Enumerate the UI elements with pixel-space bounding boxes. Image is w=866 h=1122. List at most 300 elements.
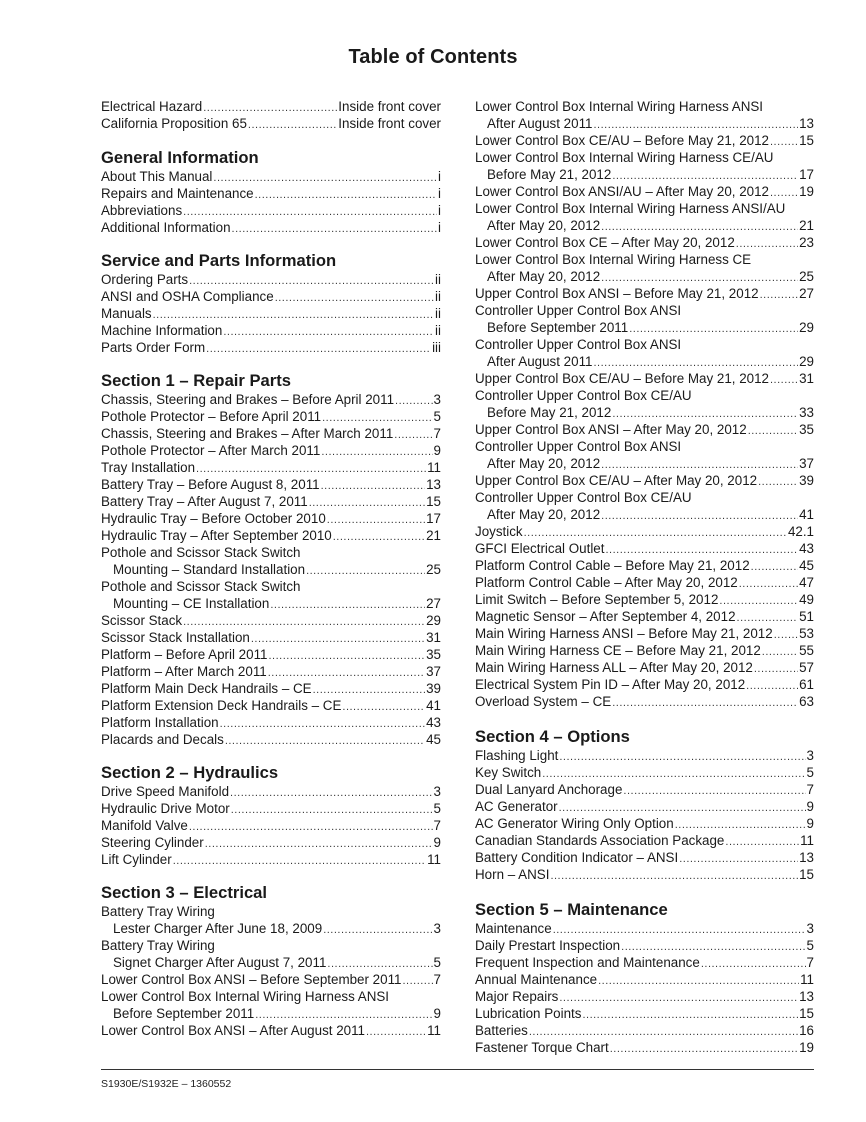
toc-entry-heading-line (475, 98, 814, 115)
toc-entry[interactable] (101, 800, 441, 817)
dot-leader (770, 372, 798, 389)
toc-entry-label: Platform Installation (101, 715, 219, 730)
toc-entry[interactable] (475, 115, 814, 132)
toc-entry-label: Lester Charger After June 18, 2009 (113, 921, 323, 936)
toc-entry-page-number: 5 (433, 409, 441, 424)
dot-leader (395, 393, 433, 410)
toc-entry[interactable] (101, 271, 441, 288)
toc-entry-page-number: 29 (799, 354, 814, 369)
toc-entry-label: Dual Lanyard Anchorage (475, 782, 623, 797)
toc-entry-page-number: 27 (799, 286, 814, 301)
toc-entry-page-number: 27 (426, 596, 441, 611)
toc-entry-label: Lower Control Box ANSI/AU – After May 20, 2012 (475, 184, 769, 199)
toc-entry[interactable] (475, 353, 814, 370)
toc-entry-page-number: 25 (799, 269, 814, 284)
toc-entry-label: AC Generator (475, 799, 558, 814)
toc-entry-label: GFCI Electrical Outlet (475, 541, 605, 556)
dot-leader (309, 495, 425, 512)
toc-entry-page-number: i (438, 186, 441, 201)
toc-entry-label: After May 20, 2012 (487, 218, 601, 233)
dot-leader (601, 508, 798, 525)
toc-entry-label: Maintenance (475, 921, 552, 936)
toc-entry[interactable] (475, 132, 814, 149)
toc-entry-label: Platform – Before April 2011 (101, 647, 268, 662)
toc-entry-page-number: 21 (426, 528, 441, 543)
toc-entry[interactable] (475, 920, 814, 937)
dot-leader (402, 973, 432, 990)
toc-entry-label: Controller Upper Control Box CE/AU (475, 490, 692, 505)
toc-entry-page-number: 43 (799, 541, 814, 556)
dot-leader (270, 597, 425, 614)
toc-group-service (101, 271, 441, 356)
toc-entry[interactable] (101, 115, 441, 132)
toc-entry[interactable] (475, 693, 814, 710)
toc-entry-label: Platform – After March 2011 (101, 664, 267, 679)
dot-leader (327, 512, 425, 529)
footer-divider (101, 1069, 814, 1070)
toc-entry-label: Pothole Protector – Before April 2011 (101, 409, 322, 424)
toc-entry-label: Platform Control Cable – After May 20, 2012 (475, 575, 738, 590)
toc-entry[interactable] (475, 764, 814, 781)
toc-entry-page-number: 15 (426, 494, 441, 509)
toc-entry-heading-line (475, 489, 814, 506)
toc-entry-page-number: i (438, 220, 441, 235)
toc-entry-heading-line (475, 251, 814, 268)
toc-entry[interactable] (101, 834, 441, 851)
dot-leader (321, 478, 425, 495)
toc-entry-label: Fastener Torque Chart (475, 1040, 609, 1055)
toc-entry[interactable] (101, 731, 441, 748)
dot-leader (701, 956, 806, 973)
toc-entry[interactable] (475, 472, 814, 489)
toc-entry-label: Battery Tray – After August 7, 2011 (101, 494, 308, 509)
toc-entry-label: Hydraulic Tray – After September 2010 (101, 528, 332, 543)
dot-leader (225, 733, 425, 750)
toc-entry-label: After August 2011 (487, 116, 593, 131)
toc-group-general (101, 168, 441, 236)
toc-entry[interactable] (475, 557, 814, 574)
toc-entry-label: After May 20, 2012 (487, 269, 601, 284)
toc-entry-page-number: 13 (799, 116, 814, 131)
toc-entry-label: Before May 21, 2012 (487, 167, 612, 182)
toc-entry-label: Canadian Standards Association Package (475, 833, 725, 848)
toc-entry-label: Main Wiring Harness CE – Before May 21, 2012 (475, 643, 761, 658)
toc-entry-label: Lower Control Box CE – After May 20, 2012 (475, 235, 735, 250)
toc-entry-label: Steering Cylinder (101, 835, 204, 850)
toc-group-section-4 (475, 747, 814, 883)
toc-entry-page-number: 13 (799, 850, 814, 865)
toc-entry-label: Battery Tray Wiring (101, 938, 215, 953)
toc-entry[interactable] (101, 476, 441, 493)
toc-entry-label: Lower Control Box Internal Wiring Harness ANSI (101, 989, 390, 1004)
toc-entry[interactable] (101, 646, 441, 663)
toc-entry[interactable] (101, 920, 441, 937)
section-heading-5: Section 5 – Maintenance (475, 900, 668, 919)
toc-entry[interactable] (475, 1005, 814, 1022)
toc-entry-label: Machine Information (101, 323, 223, 338)
toc-entry-page-number: 9 (806, 799, 814, 814)
toc-entry-label: Platform Main Deck Handrails – CE (101, 681, 312, 696)
dot-leader (770, 134, 798, 151)
toc-entry-page-number: 7 (806, 782, 814, 797)
toc-entry-label: Pothole and Scissor Stack Switch (101, 579, 301, 594)
toc-entry-page-number: 9 (433, 1006, 441, 1021)
toc-entry-label: Scissor Stack (101, 613, 183, 628)
toc-entry-label: Batteries (475, 1023, 528, 1038)
toc-entry-label: Electrical System Pin ID – After May 20, 2012 (475, 677, 746, 692)
toc-entry-page-number: 42.1 (787, 524, 814, 539)
toc-entry-label: Before May 21, 2012 (487, 405, 612, 420)
toc-entry[interactable] (101, 851, 441, 868)
toc-entry[interactable] (101, 185, 441, 202)
toc-entry-page-number: 45 (799, 558, 814, 573)
toc-entry[interactable] (101, 425, 441, 442)
dot-leader (754, 661, 798, 678)
toc-entry-label: Daily Prestart Inspection (475, 938, 621, 953)
toc-entry[interactable] (475, 523, 814, 540)
toc-entry-page-number: 13 (426, 477, 441, 492)
toc-group-section-3 (101, 903, 441, 1039)
toc-entry[interactable] (475, 937, 814, 954)
toc-entry[interactable] (475, 234, 814, 251)
toc-entry[interactable] (101, 1005, 441, 1022)
toc-entry-label: Main Wiring Harness ANSI – Before May 21, 2012 (475, 626, 773, 641)
toc-entry-label: Platform Control Cable – Before May 21, 2012 (475, 558, 750, 573)
toc-entry-label: Chassis, Steering and Brakes – After March 2011 (101, 426, 394, 441)
toc-entry-label: Overload System – CE (475, 694, 612, 709)
toc-entry-page-number: 3 (806, 748, 814, 763)
toc-entry-heading-line (475, 438, 814, 455)
toc-entry-heading-line (475, 302, 814, 319)
toc-entry-heading-line (475, 336, 814, 353)
toc-entry-heading-line (101, 988, 441, 1005)
toc-entry-label: Mounting – CE Installation (113, 596, 270, 611)
toc-entry-label: Flashing Light (475, 748, 559, 763)
toc-entry-label: Magnetic Sensor – After September 4, 2012 (475, 609, 736, 624)
toc-entry-label: Controller Upper Control Box ANSI (475, 337, 682, 352)
toc-entry-label: Lift Cylinder (101, 852, 172, 867)
toc-entry-page-number: 11 (800, 833, 814, 848)
toc-entry-page-number: 51 (799, 609, 814, 624)
toc-entry-page-number: 25 (426, 562, 441, 577)
toc-entry[interactable] (101, 971, 441, 988)
toc-entry[interactable] (101, 1022, 441, 1039)
dot-leader (550, 868, 798, 885)
dot-leader (173, 853, 426, 870)
toc-entry[interactable] (101, 219, 441, 236)
toc-group-front (101, 98, 441, 132)
toc-entry[interactable] (475, 659, 814, 676)
dot-leader (255, 187, 437, 204)
dot-leader (251, 631, 425, 648)
toc-entry-label: Tray Installation (101, 460, 196, 475)
dot-leader (623, 783, 805, 800)
toc-entry[interactable] (475, 866, 814, 883)
toc-entry-page-number: 3 (433, 392, 441, 407)
toc-entry-heading-line (475, 387, 814, 404)
toc-entry-label: Battery Tray Wiring (101, 904, 215, 919)
toc-entry[interactable] (101, 202, 441, 219)
toc-entry-label: ANSI and OSHA Compliance (101, 289, 274, 304)
dot-leader (582, 1007, 798, 1024)
toc-entry-label: Annual Maintenance (475, 972, 598, 987)
toc-entry[interactable] (475, 455, 814, 472)
toc-entry-page-number: 15 (799, 133, 814, 148)
toc-right-column (475, 98, 814, 1056)
toc-entry[interactable] (101, 663, 441, 680)
dot-leader (739, 576, 798, 593)
toc-entry-label: Hydraulic Tray – Before October 2010 (101, 511, 326, 526)
toc-entry-page-number: 3 (806, 921, 814, 936)
toc-entry-page-number: 5 (433, 955, 441, 970)
dot-leader (306, 563, 425, 580)
toc-entry-page-number: Inside front cover (338, 116, 441, 131)
toc-entry-page-number: iii (432, 340, 441, 355)
dot-leader (758, 474, 798, 491)
toc-entry[interactable] (475, 781, 814, 798)
toc-entry-page-number: 41 (426, 698, 441, 713)
dot-leader (394, 427, 432, 444)
dot-leader (323, 922, 432, 939)
toc-entry-page-number: 29 (426, 613, 441, 628)
toc-entry-label: Scissor Stack Installation (101, 630, 250, 645)
toc-entry-label: Controller Upper Control Box ANSI (475, 303, 682, 318)
toc-entry-label: AC Generator Wiring Only Option (475, 816, 674, 831)
toc-entry-page-number: 17 (426, 511, 441, 526)
toc-entry[interactable] (101, 442, 441, 459)
toc-entry-page-number: 16 (799, 1023, 814, 1038)
toc-entry-page-number: 11 (427, 1023, 441, 1038)
toc-entry-page-number: 11 (800, 972, 814, 987)
toc-entry-page-number: ii (435, 306, 441, 321)
toc-entry[interactable] (101, 322, 441, 339)
toc-entry-label: Mounting – Standard Installation (113, 562, 306, 577)
dot-leader (342, 699, 425, 716)
toc-entry-page-number: 11 (427, 852, 441, 867)
dot-leader (760, 287, 799, 304)
section-heading-service: Service and Parts Information (101, 251, 337, 270)
toc-entry-label: Main Wiring Harness ALL – After May 20, 2012 (475, 660, 753, 675)
toc-entry-page-number: 9 (433, 443, 441, 458)
dot-leader (559, 990, 798, 1007)
toc-entry-label: Electrical Hazard (101, 99, 203, 114)
toc-entry[interactable] (475, 747, 814, 764)
toc-entry-label: About This Manual (101, 169, 213, 184)
toc-entry-label: Lower Control Box CE/AU – Before May 21, 2012 (475, 133, 769, 148)
dot-leader (366, 1024, 426, 1041)
toc-entry[interactable] (101, 629, 441, 646)
toc-entry[interactable] (475, 1039, 814, 1056)
toc-entry-label: Battery Tray – Before August 8, 2011 (101, 477, 320, 492)
dot-leader (679, 851, 798, 868)
dot-leader (268, 648, 425, 665)
toc-entry-page-number: 3 (433, 784, 441, 799)
toc-entry-label: Parts Order Form (101, 340, 206, 355)
toc-entry[interactable] (101, 493, 441, 510)
toc-entry[interactable] (101, 612, 441, 629)
toc-entry[interactable] (101, 954, 441, 971)
toc-group-section-1 (101, 391, 441, 748)
toc-entry[interactable] (475, 540, 814, 557)
toc-entry-label: Upper Control Box CE/AU – Before May 21, 2012 (475, 371, 769, 386)
toc-entry-label: Abbreviations (101, 203, 183, 218)
dot-leader (232, 221, 437, 238)
toc-entry-label: Lower Control Box ANSI – Before September 2011 (101, 972, 402, 987)
toc-group-section-3-continued (475, 98, 814, 710)
toc-entry-label: Drive Speed Manifold (101, 784, 230, 799)
toc-entry-label: Upper Control Box CE/AU – After May 20, 2012 (475, 473, 758, 488)
section-heading-3: Section 3 – Electrical (101, 883, 268, 902)
toc-entry[interactable] (475, 988, 814, 1005)
toc-entry-label: Frequent Inspection and Maintenance (475, 955, 700, 970)
toc-entry[interactable] (101, 339, 441, 356)
dot-leader (725, 834, 799, 851)
toc-entry[interactable] (475, 574, 814, 591)
toc-entry-label: Lower Control Box Internal Wiring Harness ANSI (475, 99, 764, 114)
toc-entry[interactable] (101, 168, 441, 185)
toc-entry-page-number: 35 (426, 647, 441, 662)
toc-entry[interactable] (101, 459, 441, 476)
dot-leader (774, 627, 798, 644)
section-heading-general: General Information (101, 148, 259, 167)
toc-entry[interactable] (475, 285, 814, 302)
toc-entry[interactable] (475, 217, 814, 234)
toc-entry-page-number: 5 (433, 801, 441, 816)
toc-entry-page-number: i (438, 203, 441, 218)
toc-entry-label: Hydraulic Drive Motor (101, 801, 230, 816)
toc-entry[interactable] (101, 305, 441, 322)
toc-entry-page-number: 37 (426, 664, 441, 679)
toc-entry-heading-line (101, 578, 441, 595)
toc-entry[interactable] (475, 404, 814, 421)
toc-entry-label: Platform Extension Deck Handrails – CE (101, 698, 342, 713)
toc-entry[interactable] (101, 561, 441, 578)
toc-entry-page-number: 11 (427, 460, 441, 475)
toc-entry[interactable] (475, 954, 814, 971)
toc-entry-label: Signet Charger After August 7, 2011 (113, 955, 327, 970)
toc-entry-label: Lower Control Box Internal Wiring Harness CE/AU (475, 150, 774, 165)
toc-entry[interactable] (101, 595, 441, 612)
section-heading-1: Section 1 – Repair Parts (101, 371, 291, 390)
toc-entry[interactable] (101, 510, 441, 527)
toc-entry[interactable] (475, 183, 814, 200)
section-heading-4: Section 4 – Options (475, 727, 630, 746)
toc-entry-label: Chassis, Steering and Brakes – Before April 2011 (101, 392, 395, 407)
toc-entry-label: Placards and Decals (101, 732, 224, 747)
toc-entry[interactable] (475, 608, 814, 625)
toc-entry[interactable] (475, 642, 814, 659)
toc-entry[interactable] (475, 625, 814, 642)
toc-entry[interactable] (475, 832, 814, 849)
toc-entry[interactable] (101, 288, 441, 305)
dot-leader (333, 529, 425, 546)
dot-leader (231, 802, 433, 819)
toc-group-section-5 (475, 920, 814, 1056)
toc-entry[interactable] (475, 849, 814, 866)
toc-entry-label: Key Switch (475, 765, 542, 780)
toc-entry[interactable] (475, 591, 814, 608)
toc-entry[interactable] (475, 319, 814, 336)
toc-entry[interactable] (101, 527, 441, 544)
toc-entry[interactable] (101, 817, 441, 834)
toc-left-column (101, 98, 441, 1039)
toc-entry-page-number: 49 (799, 592, 814, 607)
toc-entry[interactable] (101, 680, 441, 697)
toc-entry-label: After May 20, 2012 (487, 456, 601, 471)
toc-entry-label: Horn – ANSI (475, 867, 550, 882)
toc-entry-label: Upper Control Box ANSI – After May 20, 2012 (475, 422, 747, 437)
toc-entry-page-number: 57 (799, 660, 814, 675)
toc-entry[interactable] (101, 408, 441, 425)
toc-entry[interactable] (101, 714, 441, 731)
toc-entry-page-number: 55 (799, 643, 814, 658)
dot-leader (598, 973, 799, 990)
toc-entry[interactable] (475, 1022, 814, 1039)
toc-entry-page-number: 7 (433, 972, 441, 987)
toc-entry-page-number: 5 (806, 765, 814, 780)
dot-leader (189, 819, 433, 836)
toc-entry-page-number: 15 (799, 867, 814, 882)
toc-entry[interactable] (475, 798, 814, 815)
toc-entry[interactable] (475, 370, 814, 387)
dot-leader (275, 290, 434, 307)
toc-entry-page-number: i (438, 169, 441, 184)
toc-entry[interactable] (101, 98, 441, 115)
toc-entry[interactable] (475, 166, 814, 183)
dot-leader (762, 644, 798, 661)
toc-entry-page-number: 47 (799, 575, 814, 590)
toc-entry-label: Pothole and Scissor Stack Switch (101, 545, 301, 560)
dot-leader (612, 695, 798, 712)
toc-entry[interactable] (475, 676, 814, 693)
toc-entry[interactable] (475, 421, 814, 438)
toc-entry-page-number: 43 (426, 715, 441, 730)
toc-entry-label: California Proposition 65 (101, 116, 247, 131)
toc-entry-label: Lower Control Box Internal Wiring Harness CE (475, 252, 752, 267)
toc-entry-page-number: 15 (799, 1006, 814, 1021)
toc-entry-label: Upper Control Box ANSI – Before May 21, 2012 (475, 286, 759, 301)
dot-leader (223, 324, 434, 341)
toc-entry-page-number: 61 (799, 677, 814, 692)
dot-leader (748, 423, 798, 440)
toc-entry-label: Pothole Protector – After March 2011 (101, 443, 321, 458)
toc-entry[interactable] (101, 783, 441, 800)
toc-entry-label: Lubrication Points (475, 1006, 582, 1021)
toc-entry-label: Battery Condition Indicator – ANSI (475, 850, 679, 865)
toc-entry-page-number: 45 (426, 732, 441, 747)
toc-entry-page-number: 3 (433, 921, 441, 936)
toc-entry-heading-line (475, 149, 814, 166)
toc-entry-page-number: 41 (799, 507, 814, 522)
toc-entry[interactable] (475, 268, 814, 285)
toc-entry[interactable] (475, 506, 814, 523)
footer-doc-id: S1930E/S1932E – 1360552 (101, 1078, 232, 1090)
toc-entry-label: Lower Control Box Internal Wiring Harness ANSI/AU (475, 201, 786, 216)
toc-entry-page-number: 5 (806, 938, 814, 953)
toc-entry-label: Lower Control Box ANSI – After August 2011 (101, 1023, 365, 1038)
toc-entry[interactable] (475, 971, 814, 988)
toc-entry-label: Before September 2011 (113, 1006, 255, 1021)
page-title: Table of Contents (348, 46, 518, 68)
toc-entry-label: Manifold Valve (101, 818, 188, 833)
toc-entry-page-number: 53 (799, 626, 814, 641)
toc-entry[interactable] (101, 697, 441, 714)
dot-leader (230, 785, 433, 802)
toc-group-section-2 (101, 783, 441, 868)
toc-entry[interactable] (475, 815, 814, 832)
section-heading-2: Section 2 – Hydraulics (101, 763, 279, 782)
toc-entry[interactable] (101, 391, 441, 408)
